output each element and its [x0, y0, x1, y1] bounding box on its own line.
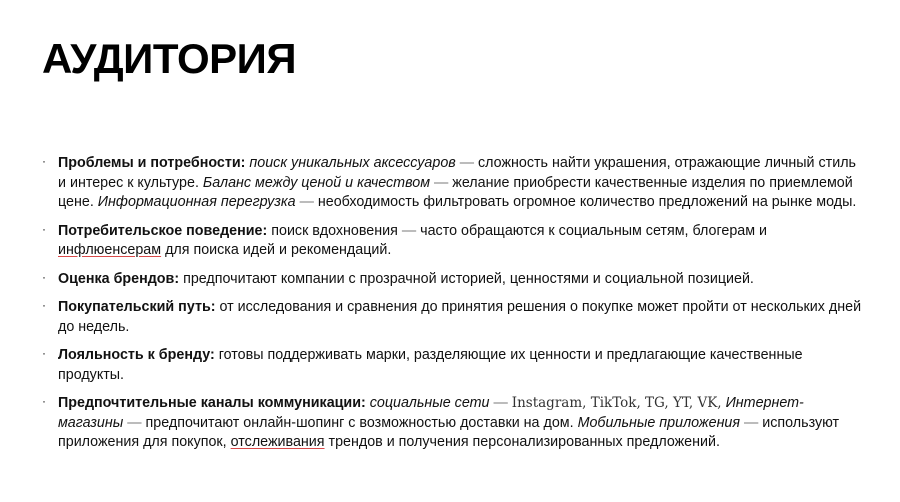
dash-separator: — [459, 155, 475, 171]
spellcheck-underlined-word: отслеживания [230, 434, 325, 450]
bullet-text: часто обращаются к социальным сетям, блогерам и [420, 222, 768, 239]
dash-separator: — [433, 174, 449, 191]
audience-bullet-list [40, 154, 862, 462]
bullet-emphasis: Баланс между ценой и качеством [202, 174, 430, 191]
bullet-marker: · [42, 394, 46, 408]
dash-separator: — [493, 395, 508, 411]
bullet-marker: · [42, 221, 46, 236]
bullet-text: предпочитают онлайн-шопинг с возможностью доставки на дом. [145, 414, 574, 431]
spellcheck-underlined-word: инфлюенсерам [58, 242, 162, 258]
bullet-emphasis: Интернет-магазины [58, 395, 804, 431]
bullet-marker: · [42, 269, 46, 284]
bullet-emphasis: поиск уникальных аксессуаров [249, 155, 456, 171]
bullet-label: Лояльность к бренду: [58, 347, 215, 363]
bullet-emphasis: Информационная перегрузка [97, 194, 296, 210]
bullet-brand-evaluation [40, 270, 862, 290]
bullet-text: желание приобрести качественные изделия по приемлемой цене. [58, 174, 853, 210]
bullet-text: сложность найти украшения, отражающие личный стиль и интерес к культуре. [58, 155, 856, 191]
bullet-consumer-behavior [40, 222, 862, 261]
bullet-label: Предпочтительные каналы коммуникации: [58, 395, 366, 411]
bullet-marker: · [42, 346, 46, 360]
bullet-text: используют приложения для покупок, [58, 414, 840, 450]
platform-list: Instagram, TikTok, TG, YT, VK, [511, 395, 722, 411]
bullet-text: трендов и получения персонализированных предложений. [328, 434, 720, 450]
bullet-problems-needs [40, 154, 862, 213]
dash-separator: — [744, 414, 759, 431]
bullet-label: Потребительское поведение: [58, 222, 268, 239]
bullet-text: от исследования и сравнения до принятия решения о покупке может пройти от нескольких дней до недель. [58, 299, 862, 335]
bullet-emphasis: Мобильные приложения [577, 414, 741, 431]
dash-separator: — [299, 194, 314, 210]
bullet-text: предпочитают компании с прозрачной историей, ценностями и социальной позицией. [183, 270, 754, 287]
bullet-communication-channels [40, 394, 862, 453]
bullet-text: поиск вдохновения [271, 222, 398, 239]
bullet-marker: · [42, 298, 46, 312]
bullet-emphasis: социальные сети [369, 395, 490, 411]
bullet-text: готовы поддерживать марки, разделяющие их ценности и предлагающие качественные продукты. [58, 347, 803, 383]
bullet-label: Покупательский путь: [58, 299, 216, 315]
bullet-label: Оценка брендов: [58, 270, 180, 287]
bullet-text: необходимость фильтровать огромное количество предложений на рынке моды. [317, 194, 857, 210]
dash-separator: — [127, 414, 142, 431]
bullet-label: Проблемы и потребности: [58, 155, 246, 171]
dash-separator: — [401, 222, 417, 239]
bullet-brand-loyalty [40, 346, 862, 385]
bullet-text: для поиска идей и рекомендаций. [165, 242, 392, 258]
bullet-customer-journey [40, 298, 862, 337]
page-title: АУДИТОРИЯ [42, 35, 297, 82]
bullet-marker: · [42, 154, 46, 168]
